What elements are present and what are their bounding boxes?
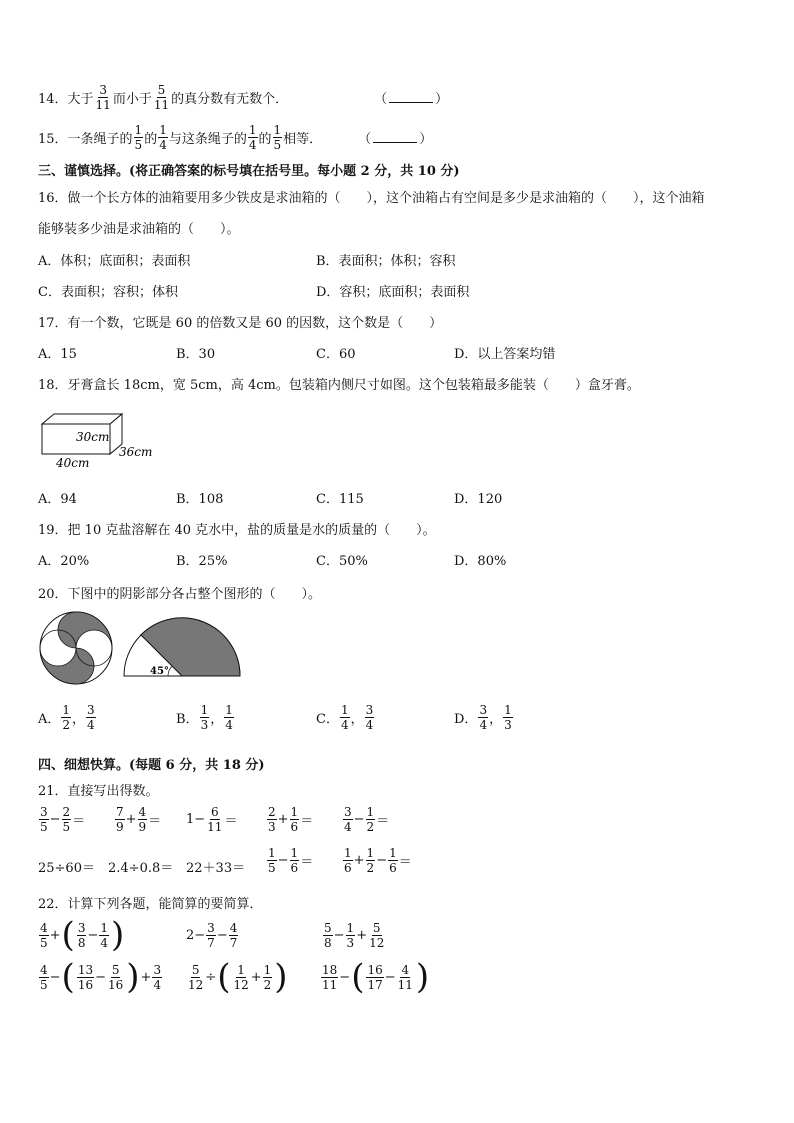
q20-option-a[interactable]: A． $\frac{1}{2}$ ， $\frac{3}{4}$ [38, 703, 95, 732]
angle-label: 45° [150, 666, 169, 677]
q18-option-c[interactable]: C．115 [316, 492, 364, 507]
question-18: 18．牙膏盒长 18cm，宽 5cm，高 4cm。包装箱内侧尺寸如图。这个包装箱最多能装（ ）盒牙膏。 [38, 378, 640, 393]
section-3-title: 三、谨慎选择。(将正确答案的标号填在括号里。每小题 2 分，共 10 分) [38, 164, 460, 179]
fraction: $\frac{1}{4}$ [159, 123, 167, 152]
q14-prefix: 14．大于 [38, 92, 94, 107]
question-20: 20．下图中的阴影部分各占整个图形的（ ）。 [38, 587, 322, 602]
circle-figure [38, 610, 116, 688]
semicircle-figure [120, 614, 244, 680]
q19-option-c[interactable]: C．50% [316, 554, 368, 569]
q22-expr-3: $\frac{5}{8}$ − $\frac{1}{3}$ + $\frac{5}{12}$ [324, 921, 385, 950]
fraction: $\frac{1}{4}$ [248, 123, 257, 152]
q22-expr-6: $\frac{18}{11}$ − ( $\frac{16}{17}$ − $\frac{4}{11}$ ) [322, 957, 430, 997]
q17-option-c[interactable]: C．60 [316, 347, 356, 362]
section-4-title: 四、细想快算。(每题 6 分，共 18 分) [38, 758, 265, 773]
q20-option-c[interactable]: C． $\frac{1}{4}$ ， $\frac{3}{4}$ [316, 703, 374, 732]
q18-option-a[interactable]: A．94 [38, 492, 77, 507]
question-21-title: 21．直接写出得数。 [38, 784, 159, 799]
fraction: $\frac{1}{5}$ [134, 123, 143, 152]
q22-expr-4: $\frac{4}{5}$ − ( $\frac{13}{16}$ − $\frac{5}{16}$ ) + $\frac{3}{4}$ [40, 957, 162, 997]
q18-option-b[interactable]: B．108 [176, 492, 224, 507]
box-top-label: 30cm [76, 430, 110, 444]
answer-blank[interactable] [373, 130, 417, 143]
q20-option-d[interactable]: D． $\frac{3}{4}$ ， $\frac{1}{3}$ [454, 703, 512, 732]
q19-option-b[interactable]: B．25% [176, 554, 228, 569]
q21-expr-5: $\frac{3}{4}$ − $\frac{1}{2}$ ＝ [344, 805, 390, 834]
box-side-label: 36cm [119, 445, 153, 459]
q16-option-a[interactable]: A．体积；底面积；表面积 [38, 254, 191, 269]
q22-expr-5: $\frac{5}{12}$ ÷ ( $\frac{1}{12}$ + $\frac{1}{2}$ ) [188, 957, 288, 997]
q16-option-b[interactable]: B．表面积；体积；容积 [316, 254, 456, 269]
question-22-title: 22．计算下列各题，能简算的要简算． [38, 897, 263, 912]
q21-expr-8: 22＋33＝ [186, 861, 246, 876]
q21-expr-2: $\frac{7}{9}$ + $\frac{4}{9}$ ＝ [116, 805, 162, 834]
q22-expr-1: $\frac{4}{5}$ + ( $\frac{3}{8}$ − $\frac{1}{4}$ ) [40, 915, 125, 955]
q17-option-b[interactable]: B．30 [176, 347, 216, 362]
question-19: 19．把 10 克盐溶解在 40 克水中，盐的质量是水的质量的（ ）。 [38, 523, 436, 538]
q21-expr-9: $\frac{1}{5}$ − $\frac{1}{6}$ ＝ [268, 846, 314, 875]
fraction: $\frac{3}{11}$ [95, 83, 111, 112]
q22-expr-2: 2− $\frac{3}{7}$ − $\frac{4}{7}$ [186, 921, 238, 950]
box-top-face [42, 414, 122, 424]
answer-paren[interactable]: （ ） [374, 92, 449, 107]
q20-option-b[interactable]: B． $\frac{1}{3}$ ， $\frac{1}{4}$ [176, 703, 233, 732]
q21-expr-7: 2.4÷0.8＝ [108, 861, 174, 876]
question-16-line2: 能够装多少油是求油箱的（ ）。 [38, 222, 240, 237]
q19-option-a[interactable]: A．20% [38, 554, 90, 569]
question-16-line1: 16．做一个长方体的油箱要用多少铁皮是求油箱的（ ），这个油箱占有空间是多少是求油箱的（ ），这个油箱 [38, 191, 705, 206]
answer-blank[interactable] [389, 90, 433, 103]
fraction: $\frac{1}{5}$ [273, 123, 282, 152]
box-diagram [38, 408, 158, 474]
q21-expr-1: $\frac{3}{5}$ − $\frac{2}{5}$ ＝ [40, 805, 86, 834]
question-14: 14．大于 $\frac{3}{11}$ 而小于 $\frac{5}{11}$ 的真分数有无数个． （ ） [38, 83, 449, 112]
question-17: 17．有一个数，它既是 60 的倍数又是 60 的因数，这个数是（ ） [38, 316, 443, 331]
q21-expr-3: 1− $\frac{6}{11}$ ＝ [186, 805, 238, 834]
fraction: $\frac{5}{11}$ [153, 83, 170, 112]
q21-expr-10: $\frac{1}{6}$ + $\frac{1}{2}$ − $\frac{1}{6}$ ＝ [344, 846, 412, 875]
q17-option-d[interactable]: D．以上答案均错 [454, 347, 556, 362]
q16-option-c[interactable]: C．表面积；容积；体积 [38, 285, 178, 300]
q21-expr-6: 25÷60＝ [38, 861, 95, 876]
q21-expr-4: $\frac{2}{3}$ + $\frac{1}{6}$ ＝ [268, 805, 314, 834]
question-15: 15．一条绳子的 $\frac{1}{5}$ 的 $\frac{1}{4}$ 与这条绳子的 $\frac{1}{4}$ 的 $\frac{1}{5}$ 相等． （ ） [38, 123, 433, 152]
q19-option-d[interactable]: D．80% [454, 554, 507, 569]
answer-paren[interactable]: （ ） [358, 132, 433, 147]
q18-option-d[interactable]: D．120 [454, 492, 503, 507]
q16-option-d[interactable]: D．容积；底面积；表面积 [316, 285, 470, 300]
q17-option-a[interactable]: A．15 [38, 347, 77, 362]
box-bottom-label: 40cm [56, 456, 90, 470]
